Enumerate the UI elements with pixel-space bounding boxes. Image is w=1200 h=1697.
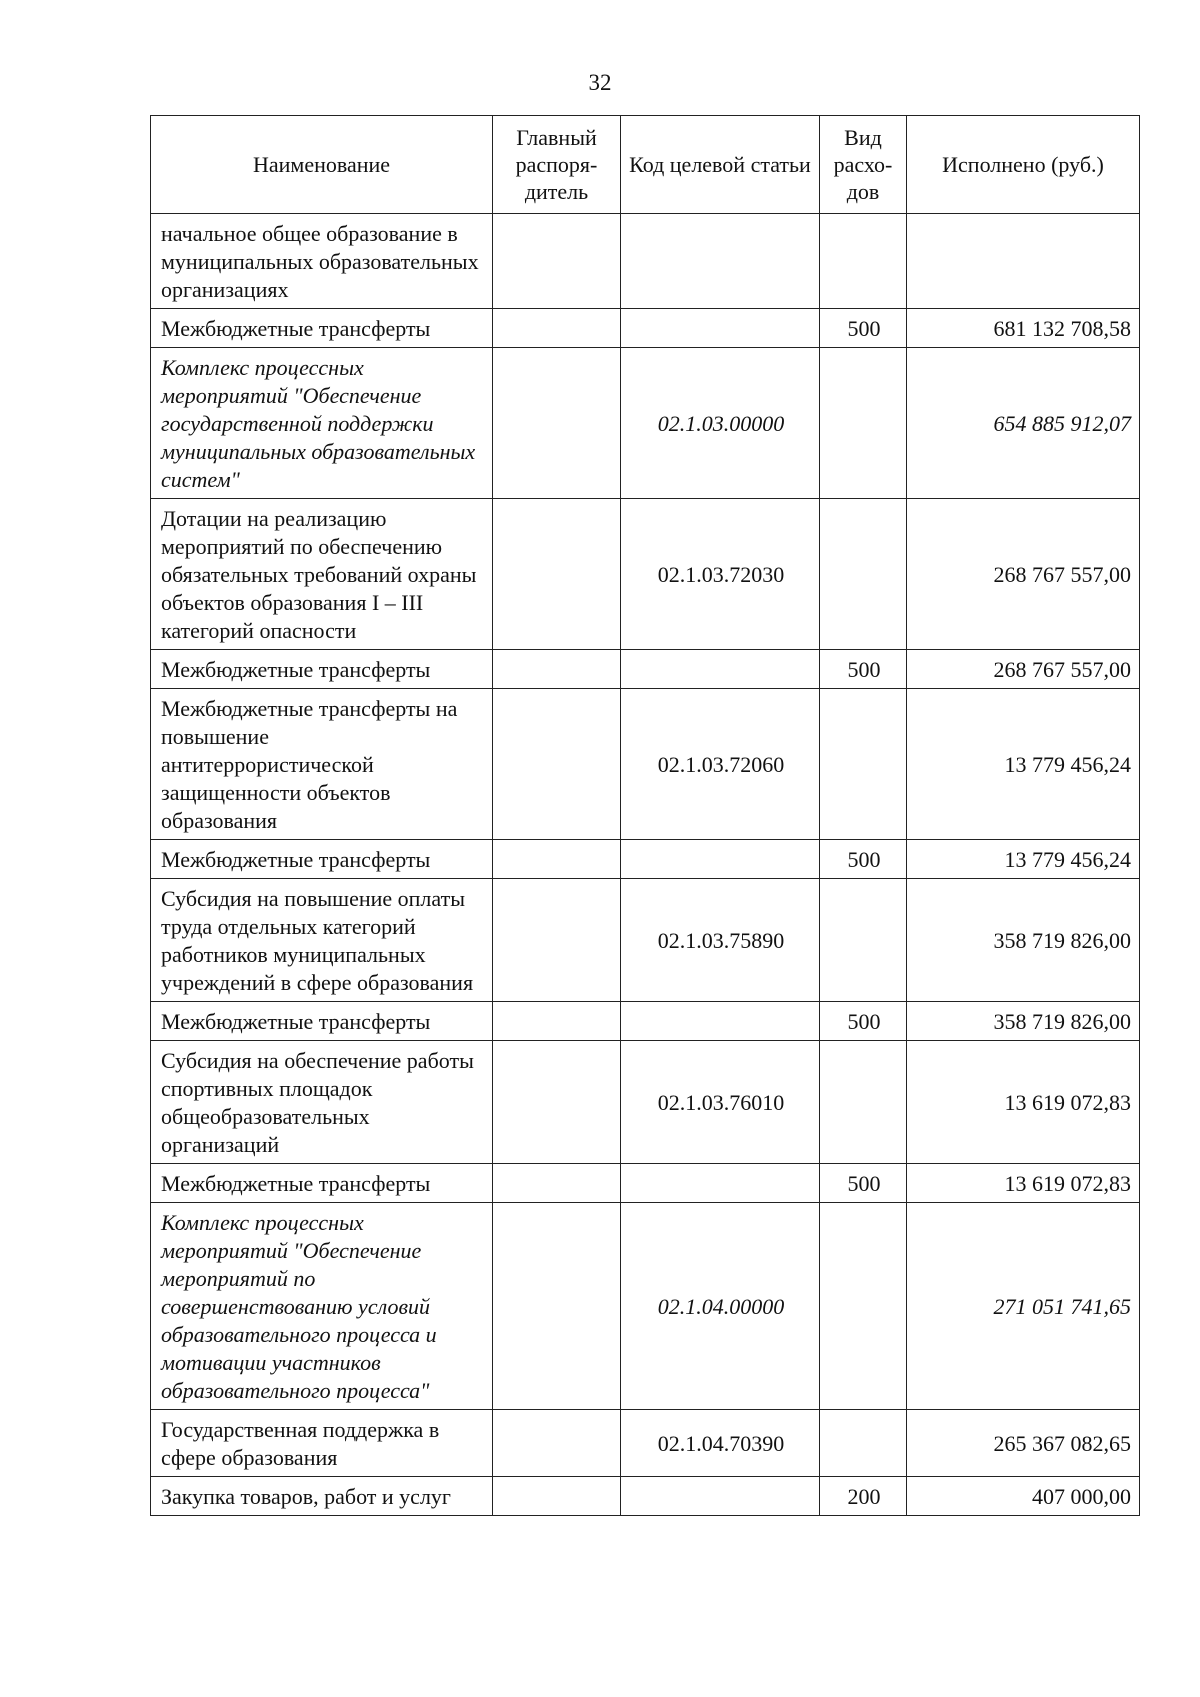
cell-name: Межбюджетные трансферты [151,1164,493,1203]
cell-name: Субсидия на обеспечение работы спортивных площадок общеобразовательных организаций [151,1041,493,1164]
cell-code: 02.1.03.72060 [621,689,820,840]
header-amount: Исполнено (руб.) [907,116,1140,214]
cell-name: Межбюджетные трансферты [151,650,493,689]
cell-manager [493,309,621,348]
cell-code: 02.1.03.00000 [621,348,820,499]
cell-amount: 13 779 456,24 [907,840,1140,879]
cell-expense-type: 500 [820,309,907,348]
cell-amount: 13 619 072,83 [907,1164,1140,1203]
cell-manager [493,1477,621,1516]
table-row [151,1203,1140,1410]
cell-expense-type: 500 [820,1164,907,1203]
cell-expense-type [820,689,907,840]
table-row [151,689,1140,840]
table-row [151,1410,1140,1477]
cell-name: Комплекс процессных мероприятий "Обеспечение мероприятий по совершенствованию условий образовательного процесса и мотивации участников образовательного процесса" [151,1203,493,1410]
cell-amount: 265 367 082,65 [907,1410,1140,1477]
cell-name: Субсидия на повышение оплаты труда отдельных категорий работников муниципальных учреждений в сфере образования [151,879,493,1002]
cell-expense-type [820,348,907,499]
cell-code: 02.1.04.70390 [621,1410,820,1477]
cell-code [621,650,820,689]
cell-name: Комплекс процессных мероприятий "Обеспечение государственной поддержки муниципальных образовательных систем" [151,348,493,499]
budget-table [150,115,1140,1516]
cell-amount: 358 719 826,00 [907,879,1140,1002]
header-name: Наименование [151,116,493,214]
cell-name: Дотации на реализацию мероприятий по обеспечению обязательных требований охраны объектов образования I – III категорий опасности [151,499,493,650]
header-type: Вид расхо-дов [820,116,907,214]
table-row [151,1477,1140,1516]
cell-expense-type [820,214,907,309]
cell-amount: 268 767 557,00 [907,650,1140,689]
table-row [151,1041,1140,1164]
cell-code [621,1002,820,1041]
table-row [151,499,1140,650]
table-row [151,1002,1140,1041]
table-row [151,348,1140,499]
cell-name: начальное общее образование в муниципальных образовательных организациях [151,214,493,309]
cell-name: Государственная поддержка в сфере образования [151,1410,493,1477]
cell-expense-type: 200 [820,1477,907,1516]
table-body [151,214,1140,1516]
cell-amount: 13 779 456,24 [907,689,1140,840]
cell-expense-type: 500 [820,1002,907,1041]
table-row [151,650,1140,689]
cell-code [621,1164,820,1203]
cell-code [621,309,820,348]
cell-manager [493,214,621,309]
table-row [151,840,1140,879]
cell-expense-type [820,499,907,650]
cell-manager [493,1002,621,1041]
table-row [151,214,1140,309]
cell-code [621,214,820,309]
cell-manager [493,689,621,840]
cell-manager [493,650,621,689]
cell-amount: 271 051 741,65 [907,1203,1140,1410]
cell-code: 02.1.03.75890 [621,879,820,1002]
cell-name: Межбюджетные трансферты [151,309,493,348]
cell-amount [907,214,1140,309]
cell-name: Межбюджетные трансферты [151,1002,493,1041]
cell-code: 02.1.03.72030 [621,499,820,650]
cell-code: 02.1.04.00000 [621,1203,820,1410]
cell-manager [493,499,621,650]
cell-manager [493,879,621,1002]
cell-amount: 268 767 557,00 [907,499,1140,650]
cell-name: Межбюджетные трансферты [151,840,493,879]
cell-amount: 407 000,00 [907,1477,1140,1516]
page-number: 32 [588,70,612,95]
cell-code [621,840,820,879]
table-header-row [151,116,1140,214]
cell-amount: 654 885 912,07 [907,348,1140,499]
cell-manager [493,1410,621,1477]
cell-name: Закупка товаров, работ и услуг [151,1477,493,1516]
cell-manager [493,1203,621,1410]
cell-manager [493,1164,621,1203]
header-manager: Главный распоря-дитель [493,116,621,214]
table-row [151,879,1140,1002]
cell-manager [493,840,621,879]
header-code: Код целевой статьи [621,116,820,214]
cell-name: Межбюджетные трансферты на повышение антитеррористической защищенности объектов образования [151,689,493,840]
cell-manager [493,1041,621,1164]
cell-code [621,1477,820,1516]
cell-manager [493,348,621,499]
cell-amount: 13 619 072,83 [907,1041,1140,1164]
cell-expense-type [820,1203,907,1410]
cell-amount: 681 132 708,58 [907,309,1140,348]
cell-amount: 358 719 826,00 [907,1002,1140,1041]
cell-expense-type [820,879,907,1002]
table-row [151,1164,1140,1203]
cell-expense-type: 500 [820,650,907,689]
table-row [151,309,1140,348]
cell-expense-type: 500 [820,840,907,879]
cell-expense-type [820,1410,907,1477]
cell-expense-type [820,1041,907,1164]
cell-code: 02.1.03.76010 [621,1041,820,1164]
